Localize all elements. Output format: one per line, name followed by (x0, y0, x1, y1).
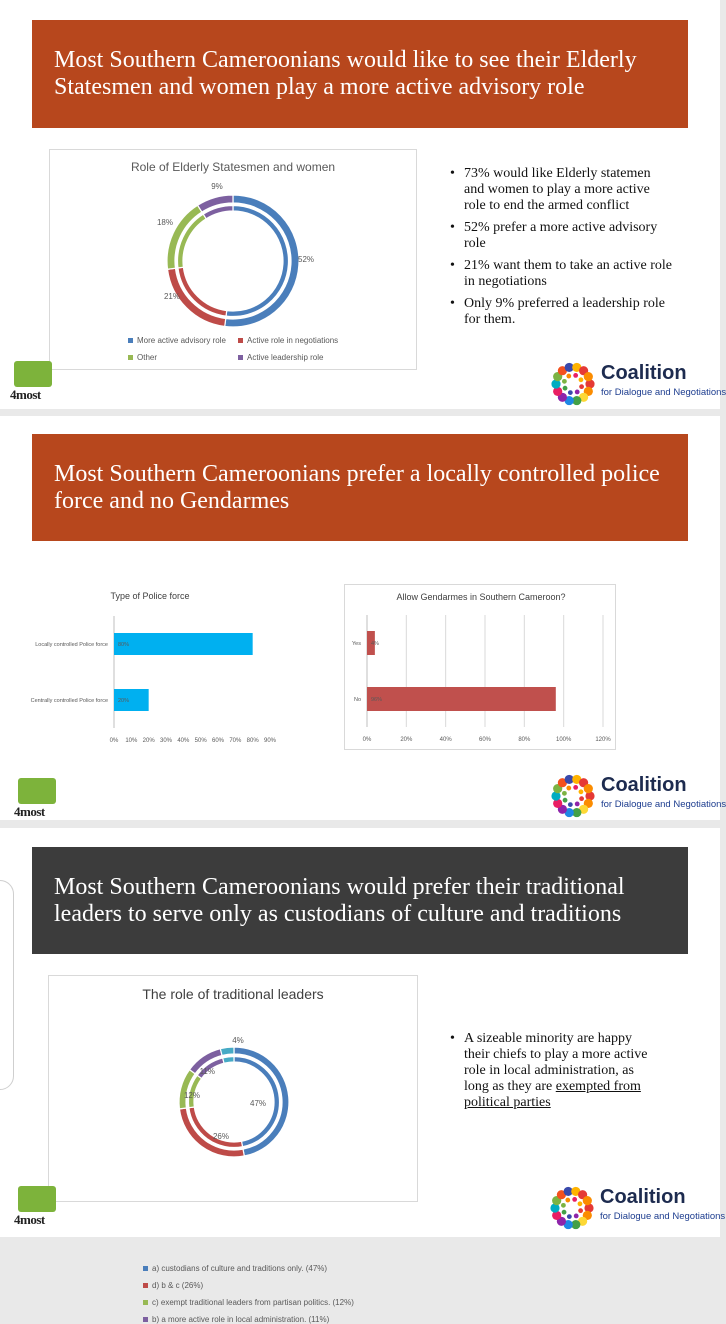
fourmost-logo (10, 361, 56, 401)
slide-title-banner (32, 20, 688, 128)
bar-data-label: 20% (118, 698, 130, 704)
ring-dot (579, 384, 584, 389)
legend-item (143, 1281, 203, 1290)
bullet-list (448, 166, 673, 334)
legend-label: d) b & c (26%) (152, 1281, 204, 1290)
legend-item (143, 1264, 327, 1273)
slide-title: Most Southern Cameroonians would prefer their traditional leaders to serve only as custodians of culture and traditions (54, 873, 625, 927)
ring-dot (562, 791, 567, 796)
coalition-ring-icon (549, 360, 597, 408)
slice-data-label: 26% (212, 1132, 230, 1141)
ring-dot (573, 373, 578, 378)
chart-title: Role of Elderly Statesmen and women (130, 160, 336, 174)
fourmost-logo (14, 778, 60, 818)
coalition-name: Coalition (601, 774, 687, 796)
slice-data-label: 12% (183, 1091, 200, 1100)
ring-dot (566, 374, 571, 379)
x-tick-label: 20% (142, 738, 155, 744)
x-tick-label: 0% (109, 738, 119, 744)
ring-dot (562, 1210, 567, 1215)
slice-data-label: 4% (232, 1036, 244, 1045)
bar-chart-police-type (8, 586, 296, 748)
slice-data-label: 21% (163, 292, 180, 301)
x-tick-label: 30% (159, 738, 173, 744)
ring-dot (575, 390, 580, 395)
coalition-subtitle: for Dialogue and Negotiations (601, 387, 726, 398)
side-panel-tab[interactable] (0, 880, 14, 1090)
slice-data-label: 47% (250, 1099, 267, 1108)
bullet-item: • 52% prefer a more active advisory role (448, 220, 673, 252)
x-tick-label: 50% (194, 738, 207, 744)
legend-label: More active advisory role (137, 336, 226, 345)
chart-legend (49, 976, 419, 1324)
coalition-name: Coalition (600, 1186, 686, 1208)
ring-dot (567, 1214, 572, 1219)
ring-dot (579, 789, 584, 794)
ring-dot (562, 379, 567, 384)
bar-data-label: 96% (371, 697, 383, 703)
bullet-item: • 73% would like Elderly statemen and women to play a more active role to end the armed conflict (448, 166, 673, 214)
x-tick-label: 60% (211, 738, 225, 744)
slide-title: Most Southern Cameroonians prefer a locally controlled police force and no Gendarmes (54, 460, 660, 514)
legend-item (238, 353, 323, 362)
x-tick-label: 40% (439, 737, 452, 743)
chart-title: Allow Gendarmes in Southern Cameroon? (396, 592, 566, 602)
x-tick-label: 90% (263, 738, 277, 744)
bar (114, 633, 253, 655)
coalition-subtitle: for Dialogue and Negotiations (600, 1211, 726, 1222)
category-label: No (353, 697, 361, 703)
slide-title-banner (32, 847, 688, 954)
chart-title: Type of Police force (110, 591, 190, 601)
slide-elderly-statesmen (0, 0, 726, 409)
ring-dot (568, 802, 573, 807)
legend-label: Active leadership role (247, 353, 324, 362)
chart-title: The role of traditional leaders (142, 986, 324, 1002)
bar-chart-gendarmes (344, 584, 616, 750)
fourmost-logo (14, 1186, 60, 1226)
slice-data-label: 18% (156, 218, 173, 227)
coalition-name: Coalition (601, 362, 687, 384)
legend-swatch (128, 338, 133, 343)
ring-dot (573, 785, 578, 790)
x-tick-label: 20% (400, 737, 413, 743)
bullet-text: A sizeable minority are happy their chiefs to play a more active role in local administration, as long as they are (464, 1031, 648, 1094)
ring-dot (575, 802, 580, 807)
legend-swatch (128, 355, 133, 360)
ring-dot (578, 1208, 583, 1213)
legend-label: a) custodians of culture and traditions only. (47%) (152, 1264, 328, 1273)
x-tick-label: 70% (229, 738, 242, 744)
slide-title-banner (32, 434, 688, 541)
bullet-item (448, 1031, 658, 1111)
ring-dot (579, 377, 584, 382)
bullet-item: • Only 9% preferred a leadership role for them. (448, 296, 673, 328)
category-label: Yes (352, 641, 361, 647)
fourmost-logo-text: 4most (10, 387, 41, 402)
legend-swatch (143, 1300, 148, 1305)
slice-data-label: 52% (298, 255, 315, 264)
bar (367, 687, 556, 711)
x-tick-label: 100% (555, 737, 572, 743)
x-tick-label: 80% (518, 737, 531, 743)
ring-dot (579, 796, 584, 801)
legend-item (143, 1298, 354, 1307)
ring-dot (583, 1196, 592, 1205)
legend-label: Other (137, 353, 158, 362)
legend-item (128, 353, 157, 362)
chart-legend (50, 150, 418, 371)
x-tick-label: 10% (125, 738, 138, 744)
ring-dot (563, 386, 568, 391)
donut-chart-elderly (49, 149, 417, 370)
bar-plot-police (8, 586, 296, 748)
ring-dot (584, 372, 593, 381)
fourmost-logo-icon (14, 361, 52, 387)
bar-data-label: 4% (371, 641, 379, 647)
x-tick-label: 80% (246, 738, 259, 744)
bullet-list (448, 1031, 658, 1117)
legend-label: c) exempt traditional leaders from partisan politics. (12%) (152, 1298, 354, 1307)
bullet-item: • 21% want them to take an active role in negotiations (448, 258, 673, 290)
legend-swatch (143, 1317, 148, 1322)
coalition-logo (549, 360, 724, 408)
x-tick-label: 60% (478, 737, 492, 743)
legend-item (238, 336, 338, 345)
ring-dot (565, 1198, 570, 1203)
coalition-ring-icon (549, 772, 597, 820)
x-tick-label: 40% (177, 738, 190, 744)
fourmost-logo-text: 4most (14, 1212, 45, 1227)
category-label: Locally controlled Police force (35, 642, 108, 648)
ring-dot (578, 1201, 583, 1206)
ring-dot (568, 390, 573, 395)
slide-title: Most Southern Cameroonians would like to see their Elderly Statesmen and women play a more active advisory role (54, 47, 637, 100)
legend-item (143, 1315, 329, 1324)
legend-label: Active role in negotiations (247, 336, 339, 345)
fourmost-logo-icon (18, 778, 56, 804)
x-tick-label: 120% (595, 737, 611, 743)
legend-swatch (143, 1266, 148, 1271)
fourmost-logo-text: 4most (14, 804, 45, 819)
legend-item (128, 336, 226, 345)
category-label: Centrally controlled Police force (30, 698, 108, 704)
fourmost-logo-icon (18, 1186, 56, 1212)
slice-data-label: 11% (199, 1067, 215, 1076)
legend-swatch (143, 1283, 148, 1288)
coalition-subtitle: for Dialogue and Negotiations (601, 799, 726, 810)
ring-dot (561, 1203, 566, 1208)
ring-dot (572, 1197, 577, 1202)
legend-swatch (238, 338, 243, 343)
ring-dot (566, 786, 571, 791)
donut-chart-traditional (48, 975, 418, 1324)
bar-data-label: 80% (118, 642, 130, 648)
legend-swatch (238, 355, 243, 360)
ring-dot (584, 784, 593, 793)
bar-plot-gendarmes (345, 585, 617, 751)
legend-label: b) a more active role in local administration. (11%) (152, 1315, 330, 1324)
ring-dot (574, 1214, 579, 1219)
coalition-logo (548, 1184, 726, 1232)
slide-traditional-leaders (0, 828, 726, 1324)
x-tick-label: 0% (362, 737, 372, 743)
coalition-logo (549, 772, 724, 820)
slice-data-label: 9% (211, 182, 223, 191)
slide-police-force (0, 416, 726, 820)
ring-dot (563, 798, 568, 803)
coalition-ring-icon (548, 1184, 596, 1232)
bullet-underlined-text: exempted from political parties (464, 1079, 641, 1110)
